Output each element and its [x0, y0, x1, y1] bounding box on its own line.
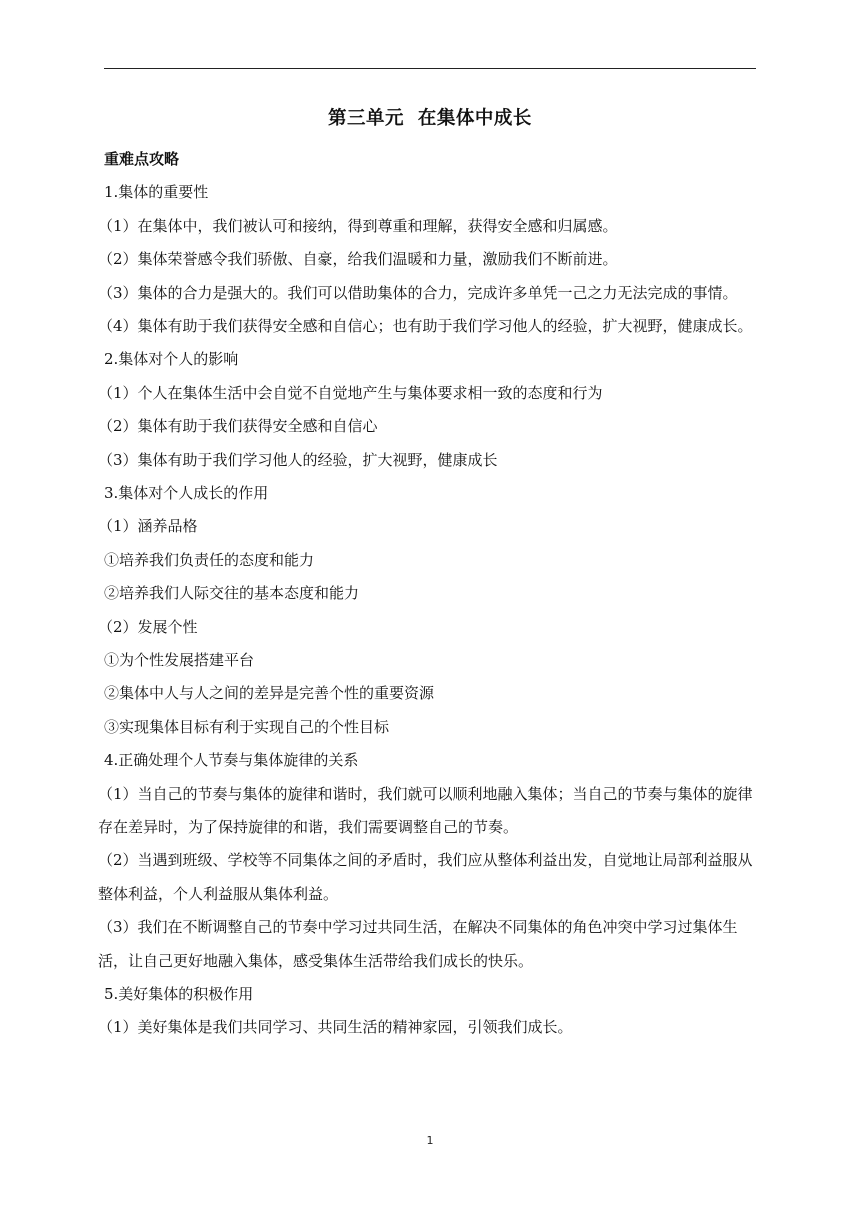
list-item: （3）集体的合力是强大的。我们可以借助集体的合力，完成许多单凭一己之力无法完成的事情。 — [98, 283, 738, 302]
list-item: （2）发展个性 — [98, 617, 198, 636]
list-item: （3）集体有助于我们学习他人的经验，扩大视野，健康成长 — [98, 450, 498, 469]
list-item: ①为个性发展搭建平台 — [104, 651, 255, 669]
list-item: 3.集体对个人成长的作用 — [104, 484, 269, 503]
list-item: ②集体中人与人之间的差异是完善个性的重要资源 — [104, 684, 435, 703]
list-item: ①培养我们负责任的态度和能力 — [104, 550, 315, 569]
list-item: （3）我们在不断调整自己的节奏中学习过共同生活，在解决不同集体的角色冲突中学习过集体生活，让自己更好地融入集体，感受集体生活带给我们成长的快乐。 — [98, 918, 738, 970]
page-title: 第三单元 在集体中成长 — [328, 108, 532, 129]
list-item: （1）在集体中，我们被认可和接纳，得到尊重和理解，获得安全感和归属感。 — [98, 216, 618, 235]
list-item: （1）个人在集体生活中会自觉不自觉地产生与集体要求相一致的态度和行为 — [98, 383, 603, 402]
list-item: （4）集体有助于我们获得安全感和自信心；也有助于我们学习他人的经验，扩大视野，健康成长。 — [98, 317, 753, 335]
list-item: （1）当自己的节奏与集体的旋律和谐时，我们就可以顺利地融入集体；当自己的节奏与集体的旋律存在差异时，为了保持旋律的和谐，我们需要调整自己的节奏。 — [98, 784, 753, 836]
list-item: （1）涵养品格 — [98, 517, 198, 536]
list-item: ②培养我们人际交往的基本态度和能力 — [104, 584, 360, 603]
list-item: （2）当遇到班级、学校等不同集体之间的矛盾时，我们应从整体利益出发，自觉地让局部利益服从整体利益，个人利益服从集体利益。 — [98, 851, 753, 903]
list-item: （2）集体有助于我们获得安全感和自信心 — [98, 417, 378, 436]
page-number: 1 — [426, 1134, 434, 1147]
list-item: ③实现集体目标有利于实现自己的个性目标 — [104, 717, 390, 736]
header-rule — [104, 68, 756, 69]
section-heading: 重难点攻略 — [104, 150, 180, 168]
list-item: 2.集体对个人的影响 — [104, 350, 239, 369]
list-item: 1.集体的重要性 — [104, 183, 209, 202]
list-item: （2）集体荣誉感令我们骄傲、自豪，给我们温暖和力量，激励我们不断前进。 — [98, 250, 618, 269]
list-item: 4.正确处理个人节奏与集体旋律的关系 — [104, 751, 359, 770]
list-item: 5.美好集体的积极作用 — [104, 985, 254, 1003]
document-body — [98, 143, 768, 1045]
list-item: （1）美好集体是我们共同学习、共同生活的精神家园，引领我们成长。 — [98, 1018, 573, 1037]
